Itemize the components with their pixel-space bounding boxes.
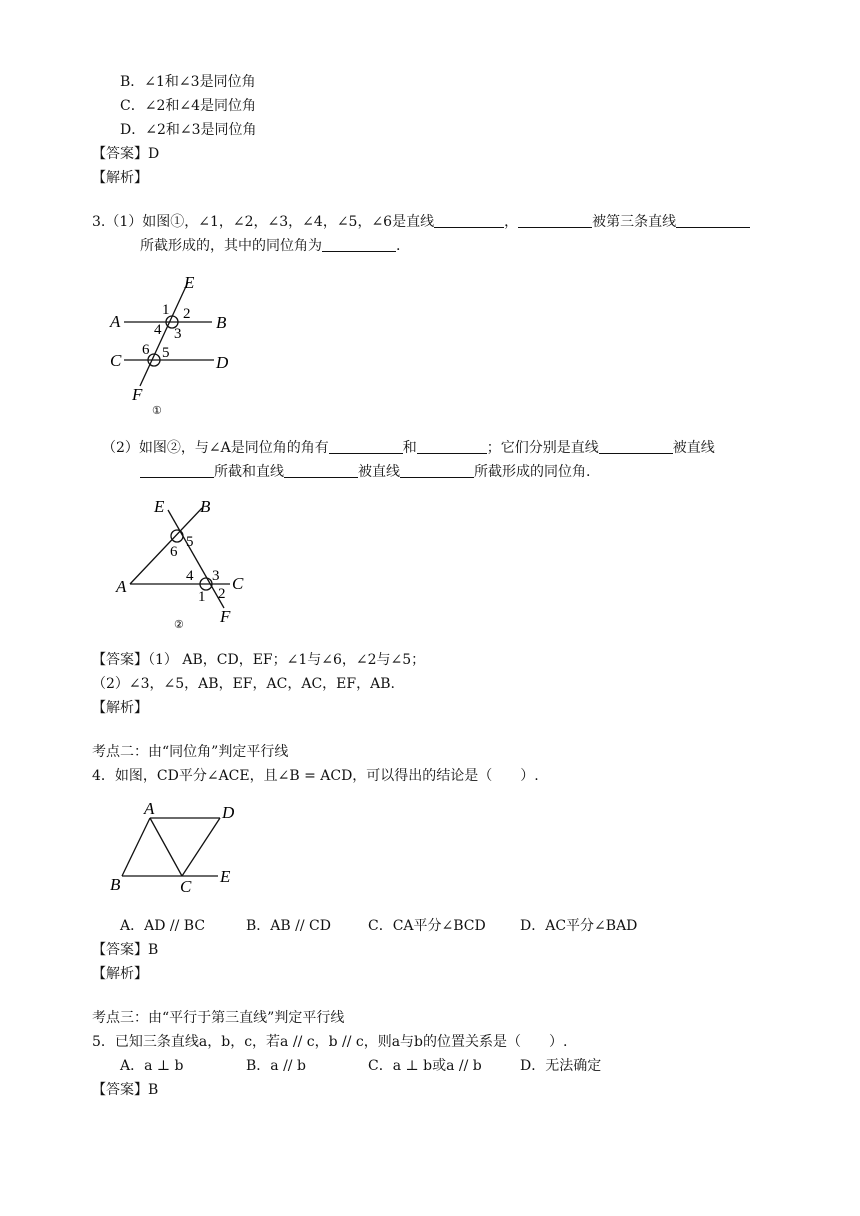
label-f: F: [132, 385, 143, 404]
label-b: B: [200, 497, 211, 516]
angle-label-4: 4: [154, 322, 162, 338]
angle-label-3: 3: [212, 568, 220, 584]
q4-stem: 4．如图，CD平分∠ACE，且∠B = ACD，可以得出的结论是（ ）.: [92, 768, 539, 784]
q3-part2-text-b: 和: [402, 440, 417, 456]
answer-blank: [140, 463, 214, 478]
figure-2: [108, 494, 268, 634]
angle-label-5: 5: [162, 345, 170, 361]
answer-blank: [322, 237, 396, 252]
q3-part2-text-a: （2）如图②，与∠A是同位角的角有: [102, 440, 329, 456]
angle-label-2: 2: [218, 586, 226, 602]
angle-label-3: 3: [174, 326, 182, 342]
q4-analysis: 【解析】: [92, 966, 148, 982]
q5-answer: 【答案】B: [92, 1082, 159, 1098]
q3-part1-text-a: 3.（1）如图①，∠1，∠2，∠3，∠4，∠5，∠6是直线: [92, 214, 435, 230]
q3-part2-text-e: 所截和直线: [214, 464, 284, 480]
q2-option-b: B．∠1和∠3是同位角: [120, 74, 256, 90]
answer-blank: [434, 213, 504, 228]
figure-3: [102, 798, 252, 900]
q3-analysis: 【解析】: [92, 700, 148, 716]
label-e: E: [154, 497, 165, 516]
q3-part1-line1: [92, 212, 750, 232]
q3-part2-text-d: 被直线: [672, 440, 715, 456]
q2-analysis: 【解析】: [92, 170, 148, 186]
q5-stem: 5．已知三条直线a，b，c，若a // c，b // c，则a与b的位置关系是（ ）.: [92, 1034, 568, 1050]
answer-blank: [599, 439, 673, 454]
q3-part2-line2: [140, 462, 590, 482]
angle-label-5: 5: [186, 534, 194, 550]
angle-label-2: 2: [183, 306, 191, 322]
answer-blank: [676, 213, 750, 228]
label-d: D: [216, 353, 229, 372]
q4-option-b: B．AB // CD: [246, 918, 331, 934]
section-heading-3: 考点三：由“平行于第三直线”判定平行线: [92, 1010, 345, 1026]
q4-option-d: D．AC平分∠BAD: [520, 918, 638, 934]
answer-blank: [284, 463, 358, 478]
q3-answer-line1: 【答案】（1） AB，CD，EF；∠1与∠6，∠2与∠5；: [92, 652, 426, 668]
label-c: C: [110, 351, 122, 370]
label-b: B: [110, 875, 121, 894]
q3-answer-line2: （2）∠3，∠5，AB，EF，AC，AC，EF，AB.: [92, 676, 395, 692]
q3-part1-text-b: ，: [504, 214, 519, 230]
answer-blank: [518, 213, 592, 228]
label-e: E: [220, 867, 231, 886]
q3-part1-end: .: [396, 238, 401, 254]
q5-option-a: A．a ⊥ b: [120, 1058, 184, 1074]
label-e: E: [184, 273, 195, 292]
label-b: B: [216, 313, 227, 332]
q4-option-a: A．AD // BC: [120, 918, 206, 934]
q4-answer: 【答案】B: [92, 942, 159, 958]
angle-label-6: 6: [170, 544, 178, 560]
answer-blank: [329, 439, 403, 454]
answer-blank: [400, 463, 474, 478]
q3-part1-text-c: 被第三条直线: [592, 214, 677, 230]
section-heading-2: 考点二：由“同位角”判定平行线: [92, 744, 289, 760]
q4-option-c: C．CA平分∠BCD: [368, 918, 486, 934]
label-d: D: [222, 803, 235, 822]
label-a: A: [116, 577, 127, 596]
figure-1-caption: ①: [152, 405, 162, 417]
q2-option-d: D．∠2和∠3是同位角: [120, 122, 257, 138]
label-c: C: [232, 574, 244, 593]
figure-2-caption: ②: [174, 619, 184, 631]
q3-part2-text-c: ；它们分别是直线: [486, 440, 599, 456]
angle-label-1: 1: [162, 302, 170, 318]
label-a: A: [144, 799, 155, 818]
q3-part2-line1: [102, 438, 715, 458]
angle-label-6: 6: [142, 342, 150, 358]
q2-answer: 【答案】D: [92, 146, 160, 162]
q3-part1-line2: [140, 236, 400, 256]
q3-part2-text-g: 所截形成的同位角.: [474, 464, 591, 480]
q5-option-d: D．无法确定: [520, 1058, 602, 1074]
q3-part2-text-f: 被直线: [358, 464, 400, 480]
q5-option-b: B．a // b: [246, 1058, 306, 1074]
angle-label-4: 4: [186, 568, 194, 584]
label-f: F: [220, 607, 231, 626]
q5-option-c: C．a ⊥ b或a // b: [368, 1058, 482, 1074]
label-a: A: [110, 312, 121, 331]
answer-blank: [417, 439, 487, 454]
q2-option-c: C．∠2和∠4是同位角: [120, 98, 256, 114]
angle-label-1: 1: [198, 589, 206, 605]
label-c: C: [180, 877, 192, 896]
figure-1: [100, 268, 250, 418]
q3-part1-text-d: 所截形成的，其中的同位角为: [140, 238, 322, 254]
